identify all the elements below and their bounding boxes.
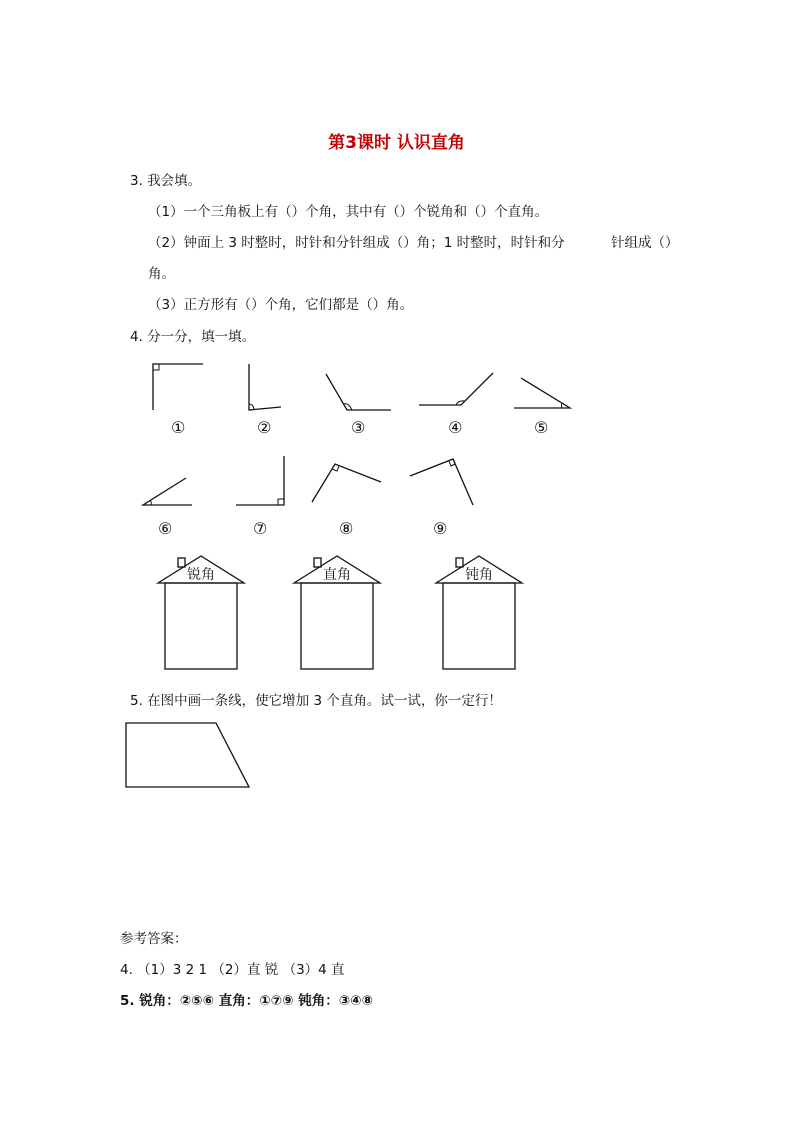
angle-label-4: ④	[448, 418, 463, 437]
angle-7	[236, 456, 284, 505]
angle-3	[326, 374, 391, 410]
angle-2	[249, 364, 281, 410]
angle-label-7: ⑦	[253, 519, 268, 538]
house-label-obtuse: 钝角	[465, 567, 493, 583]
angle-6	[143, 478, 192, 505]
angle-label-9: ⑨	[433, 519, 448, 538]
answer-line-2: 5. 锐角：②⑤⑥ 直角：①⑦⑨ 钝角：③④⑧	[120, 993, 373, 1009]
angle-5	[514, 378, 570, 408]
angle-label-2: ②	[257, 418, 272, 437]
q3-heading: 3. 我会填。	[130, 173, 202, 189]
angle-label-8: ⑧	[339, 519, 354, 538]
trapezoid-figure	[126, 723, 249, 787]
angle-label-3: ③	[351, 418, 366, 437]
house-label-acute: 锐角	[187, 567, 215, 583]
angle-label-5: ⑤	[534, 418, 549, 437]
q3-item-2-cont: 针组成（）	[611, 235, 679, 251]
q3-item-1: （1）一个三角板上有（）个角，其中有（）个锐角和（）个直角。	[148, 204, 549, 220]
angle-1	[153, 364, 203, 410]
q3-item-2-end: 角。	[148, 266, 175, 282]
angle-label-1: ①	[171, 418, 186, 437]
angle-label-6: ⑥	[158, 519, 173, 538]
answer-line-1: 4. （1）3 2 1 （2）直 锐 （3）4 直	[120, 962, 345, 978]
angle-9	[410, 459, 473, 505]
q5-heading: 5. 在图中画一条线，使它增加 3 个直角。试一试，你一定行！	[130, 693, 502, 709]
angle-8	[312, 464, 381, 502]
page-title: 第3课时 认识直角	[328, 133, 465, 153]
house-label-right: 直角	[323, 567, 351, 583]
q3-item-3: （3）正方形有（）个角，它们都是（）角。	[148, 297, 414, 313]
angle-4	[419, 373, 493, 405]
q3-item-2: （2）钟面上 3 时整时，时针和分针组成（）角；1 时整时，时针和分	[148, 235, 565, 251]
answers-heading: 参考答案：	[120, 931, 188, 947]
q4-heading: 4. 分一分，填一填。	[130, 329, 256, 345]
